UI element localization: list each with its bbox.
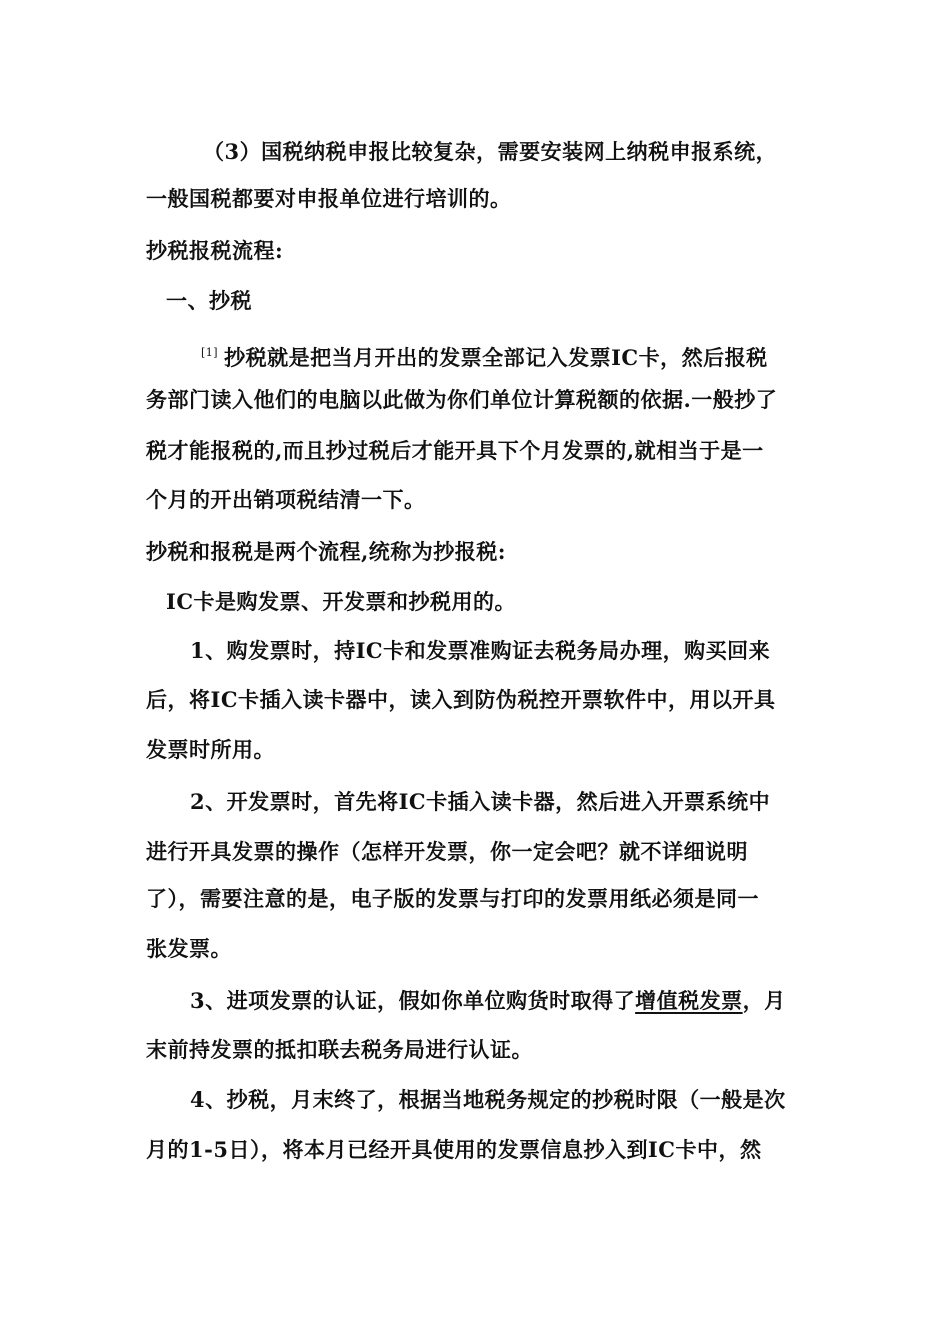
paragraph-line: （3）国税纳税申报比较复杂，需要安装网上纳税申报系统， <box>203 139 778 164</box>
paragraph-line: 税才能报税的,而且抄过税后才能开具下个月发票的,就相当于是一 <box>146 438 764 463</box>
paragraph-text: ，月 <box>742 988 786 1013</box>
vat-invoice-link[interactable]: 增值税发票 <box>635 988 743 1013</box>
paragraph-line: 发票时所用。 <box>146 737 275 762</box>
paragraph-line: 末前持发票的抵扣联去税务局进行认证。 <box>146 1037 533 1062</box>
paragraph-line: 个月的开出销项税结清一下。 <box>146 487 426 512</box>
paragraph-line: 4、抄税，月末终了，根据当地税务规定的抄税时限（一般是次 <box>190 1087 786 1112</box>
paragraph-text: 抄税就是把当月开出的发票全部记入发票IC卡，然后报税 <box>224 345 768 370</box>
section-heading: 抄税报税流程: <box>146 238 284 263</box>
paragraph-text: 3、进项发票的认证，假如你单位购货时取得了 <box>190 988 636 1013</box>
paragraph-line: 后，将IC卡插入读卡器中，读入到防伪税控开票软件中，用以开具 <box>146 687 776 712</box>
paragraph-line: IC卡是购发票、开发票和抄税用的。 <box>166 589 517 614</box>
paragraph-line: 2、开发票时，首先将IC卡插入读卡器，然后进入开票系统中 <box>190 789 771 814</box>
paragraph-line: 进行开具发票的操作（怎样开发票，你一定会吧？就不详细说明 <box>146 839 748 864</box>
paragraph-line: 务部门读入他们的电脑以此做为你们单位计算税额的依据.一般抄了 <box>146 387 778 412</box>
paragraph-line: 张发票。 <box>146 936 232 961</box>
paragraph-line <box>201 339 801 372</box>
paragraph-line: 月的1-5日），将本月已经开具使用的发票信息抄入到IC卡中，然 <box>146 1137 762 1162</box>
paragraph-line: 了），需要注意的是，电子版的发票与打印的发票用纸必须是同一 <box>146 886 759 911</box>
paragraph-line: 一般国税都要对申报单位进行培训的。 <box>146 186 512 211</box>
section-heading: 一、抄税 <box>166 288 252 313</box>
paragraph-line: 抄税和报税是两个流程,统称为抄报税: <box>146 539 507 564</box>
paragraph-line: 1、购发票时，持IC卡和发票准购证去税务局办理，购买回来 <box>190 638 771 663</box>
footnote-reference[interactable]: [1] <box>201 346 219 359</box>
paragraph-line <box>190 987 805 1015</box>
